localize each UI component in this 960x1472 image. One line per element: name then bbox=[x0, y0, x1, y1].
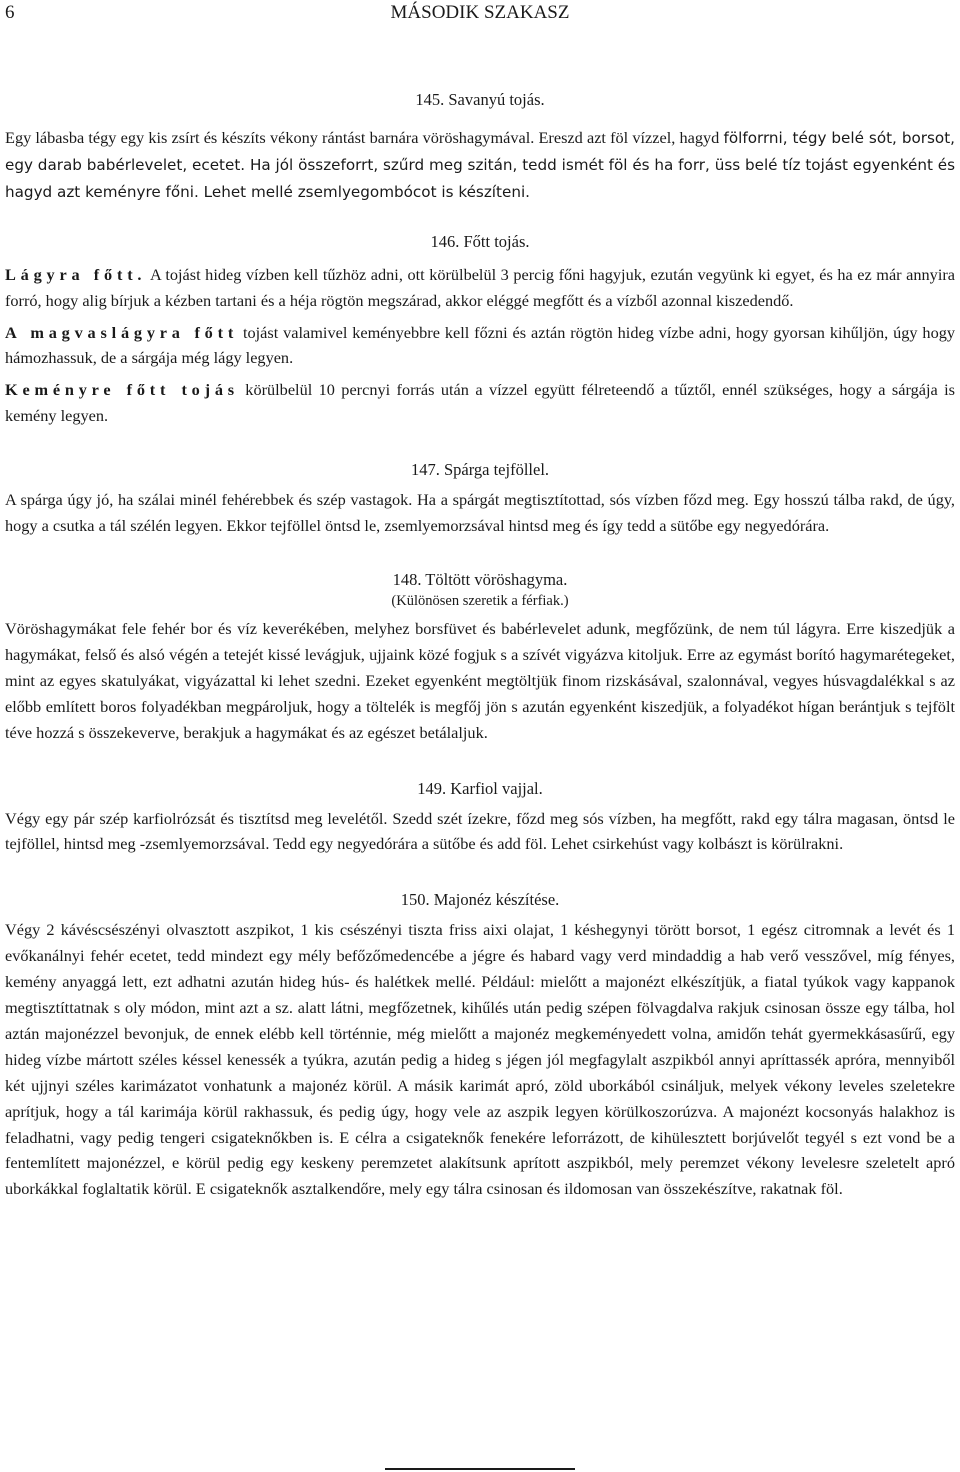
recipe-subtitle-148: (Különösen szeretik a férfiak.) bbox=[391, 592, 569, 609]
text-hard-boiled: körülbelül 10 percnyi forrás után a vízzel együtt félreteendő a tűztől, ennél szükséges, hogy a sárgája is kemény legyen. bbox=[5, 380, 955, 426]
lead-soft-boiled: Lágyra főtt. bbox=[5, 264, 147, 284]
recipe-title-146: 146. Főtt tojás. bbox=[430, 231, 530, 251]
recipe-title-147: 147. Spárga tejföllel. bbox=[410, 460, 550, 480]
recipe-title-145: 145. Savanyú tojás. bbox=[415, 90, 545, 109]
recipe-title-150: 150. Majonéz készítése. bbox=[400, 890, 560, 910]
recipe-text-145-part3: Ha jól összeforrt, szűrd meg szitán, tedd ismét föl és ha forr, üss belé tíz tojást egyenként és hagyd azt keményre főni. Lehet mellé zsemlyegombócot is készíteni. bbox=[5, 155, 955, 201]
page-header bbox=[5, 0, 955, 34]
recipe-text-145 bbox=[5, 125, 955, 206]
footer-divider bbox=[385, 1468, 575, 1470]
text-medium-boiled: tojást valamivel keményebbre kell főzni és aztán rögtön hideg vízbe adni, hogy gyorsan kihűljön, úgy hogy hámozhassuk, de a sárgája még lágy legyen. bbox=[5, 322, 955, 368]
recipe-text-146-medium bbox=[5, 320, 955, 372]
recipe-text-147: A spárga úgy jó, ha szálai minél fehérebbek és szép vastagok. Ha a spárgát megtisztítottad, sós vízben főzd meg. Egy hosszú tálba rakd, de úgy, hogy a csutka a tál szélén legyen. Ekkor tejföllel öntsd le, zsemlyemorzsával hintsd meg és így tedd a sütőbe egy negyedórára. bbox=[5, 490, 955, 536]
text-soft-boiled: A tojást hideg vízben kell tűzhöz adni, ott körülbelül 3 percig főni hagyjuk, ezután vegyünk ki egyet, és ha ez már annyira forró, hogy alig bírjuk a kézben tartani és a héja rögtön megszárad, akkor eléggé megfőtt és a vízből azonnal kiszedendő. bbox=[5, 264, 955, 310]
recipe-text-150: Végy 2 kávéscsészényi olvasztott aszpikot, 1 kis csészényi tiszta friss aixi olajat, 1 késhegynyi törött borsot, 1 egész citromnak a levét és 1 evőkanálnyi fehér ecetet, tedd mindezt egy mély befőzőmedencébe a jégre és habard vagy verd mindaddig a hab verő vesszővel, míg fényes, kemény anyaggá lett, ezt adhatni azután hideg hús- és halétkek mellé. Például: mielőtt a majonézt elkészítjük, a fiatal tyúkok vagy kappanok megtisztíttatnak s oly módon, mint azt a sz. alatt látni, megfőzetnek, kihűlés után pedig szépen fölvagdalva rakjuk csinosan össze egy tálba, hol aztán majonézzel bevonjuk, de ennek elébb kell történnie, még mielőtt a majonéz megkeményedett volna, amidőn tehát gyermekkásasűrű, egy hideg vízbe mártott széles késsel kenessék a tyúkra, azután pedig a hideg s jégen jól megfagylalt aszpikból annyi apríttassék apróra, mennyiből két ujjnyi széles karimázatot vonhatunk a majonéz körül. A másik karimát apró, zöld uborkából csináljuk, melyek vékony leveles szeletekre aprítjuk, hogy a tál karimája körül rakhassuk, és pedig úgy, hogy vele az aszpik legyen körülkoszorúzva. A majonézt kocsonyás halakhoz is feladhatni, vagy pedig tengeri csigateknőkben is. E célra a csigateknők fenekére leforrázott, de kihülesztett borjúvelőt tegyél s ezt vond be a fentemlített majonézzel, e körül pedig egy keskeny peremzetet alakítsunk aprított aszpikból, mely peremzet vékony levelesre szeletelt apró uborkákkal foglaltatik körül. E csigateknők asztalkendőre, mely egy tálra csinosan és ildomosan van összekészítve, rakatnak föl. bbox=[5, 920, 955, 1199]
recipe-text-145-part1: Egy lábasba tégy egy kis zsírt és készíts vékony rántást barnára vöröshagymával. Ereszd azt föl vízzel, hagyd bbox=[5, 128, 724, 147]
running-head: MÁSODIK SZAKASZ bbox=[390, 2, 570, 23]
document-page bbox=[5, 0, 955, 1202]
lead-hard-boiled: Keményre főtt tojás bbox=[5, 380, 239, 400]
recipe-text-148: Vöröshagymákat fele fehér bor és víz keverékében, melyhez borsfüvet és babérlevelet adunk, megfőzünk, de nem túl lágyra. Erre kiszedjük a hagymákat, felső és alsó végén a tetejét kissé levágjuk, ujjaink közé fogjuk s a szívét vigyázva kitoljuk. Erre az egymást borító hagymarétegeket, mint az egyes skatulyákat, vigyázattal ki lehet szedni. Ezeket egyenként megtöltjük finom rizskásával, szalonnával, vegyes húsvagdalékkal s az előbb említett boros folyadékban megpároljuk, hogy a töltelék is megfőj jön s azután egyenként kiszedjük, a folyadékot hígan berántjuk s tejfölt téve hozzá s összekeverve, berakjuk a hagymákat és az egészet betálaljuk. bbox=[5, 618, 955, 742]
page-number: 6 bbox=[5, 2, 15, 23]
recipe-title-148: 148. Töltött vöröshagyma. bbox=[392, 569, 568, 589]
recipe-title-149: 149. Karfiol vajjal. bbox=[417, 778, 543, 798]
recipe-text-149: Végy egy pár szép karfiolrózsát és tisztítsd meg levelétől. Szedd szét ízekre, főzd meg sós vízben, ha megfőtt, rakd egy tálra magasan, öntsd le tejföllel, hintsd meg -zsemlyemorzsával. Tedd egy negyedórára a sütőbe és add föl. Lehet csirkehúst vagy kolbászt is körülrakni. bbox=[5, 808, 955, 854]
recipe-text-145-part2: fölforrni, tégy belé sót, borsot, egy darab babérlevelet, ecetet. bbox=[5, 129, 955, 174]
lead-medium-boiled: A magvaslágyra főtt bbox=[5, 322, 239, 342]
recipe-text-146-hard bbox=[5, 377, 955, 429]
recipe-text-146-soft bbox=[5, 262, 955, 314]
